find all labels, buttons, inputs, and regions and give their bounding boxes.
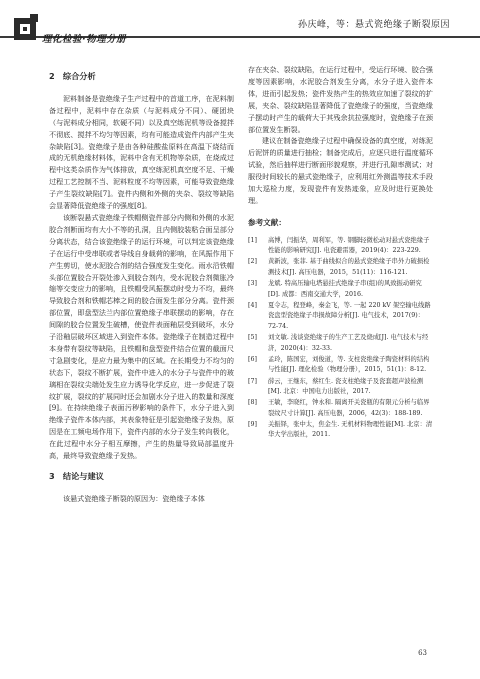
section-3-paragraph-1-start: 该悬式瓷绝缘子断裂的原因为：瓷绝缘子本体 xyxy=(63,493,205,503)
reference-number: [2] xyxy=(248,258,257,266)
reference-item xyxy=(248,236,433,257)
left-column xyxy=(49,64,234,505)
reference-text: 孟玲，陈国宏，刘俊道，等. 支柱瓷绝缘子陶瓷材料的结构与性能[J]. 理化检验（物理分册），2015，51(1)：8-12. xyxy=(268,355,430,374)
reference-item xyxy=(248,355,433,376)
journal-logo-icon xyxy=(12,14,42,44)
reference-number: [7] xyxy=(248,377,257,385)
reference-item xyxy=(248,420,433,441)
section-3-title: 3 结论与建议 xyxy=(49,471,104,481)
references-title: 参考文献： xyxy=(248,217,286,227)
reference-list xyxy=(248,236,433,441)
reference-item xyxy=(248,333,433,354)
reference-number: [8] xyxy=(248,399,257,407)
section-3-paragraph-2: 建议在制备瓷绝缘子过程中确保设备的真空度，对练泥后泥饼的质量进行抽检；制备完成后，应逐只进行温度循环试验，然后抽样进行断面形貌观察，并进行孔隙率测试；对服役时间较长的悬式瓷绝缘子，应利用红外测温等技术手段加大巡检力度，发现瓷件有发热迹象，应及时进行更换处理。 xyxy=(248,136,433,205)
reference-text: 夏令志，程登峰，秦金飞，等. 一起 220 kV 架空输电线路瓷盘型瓷绝缘子串损故障分析[J]. 电气技术，2017(9)：72-74. xyxy=(268,301,431,331)
reference-text: 黄新波，张菲. 基于曲线拟合的悬式瓷绝缘子串外力破损检测技术[J]. 高压电器，2015，51(11)：116-121. xyxy=(268,258,430,277)
reference-item xyxy=(248,377,433,398)
page-number: 63 xyxy=(418,649,427,657)
journal-logo xyxy=(12,14,130,48)
page-header xyxy=(0,0,480,56)
reference-text: 高博，闫振华，周利军，等. 钢脚轻微松动对悬式瓷绝缘子性能的影响研究[J]. 电瓷避雷器，2019(4)：223-229. xyxy=(268,236,430,255)
reference-number: [4] xyxy=(248,301,257,309)
journal-logo-text: 理化检验·物理分册 xyxy=(42,34,127,45)
reference-number: [9] xyxy=(248,420,257,428)
reference-item xyxy=(248,257,433,278)
right-column xyxy=(248,64,433,442)
reference-text: 龙斌. 特高压输电塔悬挂式绝缘子串(组)的风致振动研究[D]. 成都：西南交通大学，2016. xyxy=(268,280,422,298)
reference-text: 王敏，李晓红，钟永和. 隔离开关瓷瓶的有限元分析与临界裂纹尺寸计算[J]. 高压电器，2006，42(3)：188-189. xyxy=(268,399,430,417)
reference-text: 薛云，王继东，蔡红生. 瓷支柱绝缘子及瓷套超声波检测[M]. 北京：中国电力出版社，2017. xyxy=(268,377,424,396)
running-head: 孙庆峰，等：悬式瓷绝缘子断裂原因 xyxy=(297,20,450,30)
reference-item xyxy=(248,301,433,333)
reference-text: 关振铎，张中太，焦金生. 无机材料物理性能[M]. 北京：清华大学出版社，2011. xyxy=(268,420,433,439)
reference-number: [5] xyxy=(248,334,257,342)
section-2-title: 2 综合分析 xyxy=(49,71,96,81)
reference-item xyxy=(248,398,433,419)
section-3-paragraph-1: 存在夹杂、裂纹缺陷，在运行过程中，受运行环境、胶合强度等因素影响，水泥胶合剂发生分离，水分子进入瓷件本体，进而引起发热；瓷件发热产生的热效应加速了裂纹的扩展，夹杂、裂纹缺陷显著降低了瓷绝缘子的强度，当瓷绝缘子摆动时产生的载荷大于其残余抗拉强度时，瓷绝缘子在颈部位置发生断裂。 xyxy=(248,65,433,134)
section-2-paragraph-1: 泥料制备是瓷绝缘子生产过程中的首道工序，在泥料制备过程中，泥料中存在杂质（与泥料成分不同）、硬团块（与泥料成分相同，软硬不同）以及真空练泥机等设备搅拌不彻底、搅拌不均匀等因素，均有可能造成瓷件内部产生夹杂缺陷[3]。瓷绝缘子是由各种硅酸盐原料在高温下烧结而成的无机绝缘材料体，泥料中含有无机物等杂质，在烧成过程中这类杂质作为气体排放，真空练泥机真空度不足、干燥过程工艺控制不当、泥料粒度不均等因素，可能导致瓷绝缘子产生裂纹缺陷[7]。瓷件内侧和外侧的夹杂、裂纹等缺陷会显著降低瓷绝缘子的强度[8]。 xyxy=(49,93,234,211)
reference-number: [1] xyxy=(248,236,257,244)
reference-item xyxy=(248,279,433,300)
reference-text: 刘文敏. 浅谈瓷绝缘子的生产工艺及烧成[J]. 电气技术与经济，2020(4)：32-33. xyxy=(268,334,429,352)
reference-number: [3] xyxy=(248,280,257,288)
section-2-paragraph-2: 该断裂悬式瓷绝缘子铁帽侧瓷件部分内侧和外侧的水泥胶合剂断面均有大小不等的孔洞，且内侧胶装粘合面呈部分分离状态，结合该瓷绝缘子的运行环境，可以判定该瓷绝缘子在运行中受串联或者导线自身载荷的影响，在风振作用下产生剪切，使水泥胶合剂的结合强度发生变化。雨水沿铁帽头部位置胶合开裂处渗入到胶合剂内，受水泥胶合剂微胀冷缩等交变应力的影响，且铁帽受风振摆动时受力不均，最终导致胶合剂和铁帽芯棒之间的胶合面发生部分分离。瓷件颈部位置，即盘型法兰内部位置绝缘子串联摆动的影响，存在间隙的胶合位置发生破槽，使瓷件表面釉层受到破坏，水分子沿釉层破坏区域进入到瓷件本体。瓷绝缘子在制造过程中本身带有裂纹等缺陷，且铁帽和盘型瓷件结合位置的截面尺寸急剧变化，是应力最为集中的区域。在长期受力不均匀的状态下，裂纹不断扩展，瓷件中进入的水分子与瓷件中的玻璃相在裂纹尖端处发生应力诱导化学反应，进一步促进了裂纹扩展，裂纹的扩展同时还会加剧水分子进入的数量和深度[9]。在持续绝缘子表面污秽影响的条件下，水分子进入到绝缘子瓷件本体内部，其表象特征是引起瓷绝缘子发热，原因是在工频电场作用下，瓷件内部的水分子发生转向极化，在此过程中水分子相互摩擦，产生的热量导致局部温度升高，最终导致瓷绝缘子发热。 xyxy=(49,212,234,461)
reference-number: [6] xyxy=(248,355,257,363)
